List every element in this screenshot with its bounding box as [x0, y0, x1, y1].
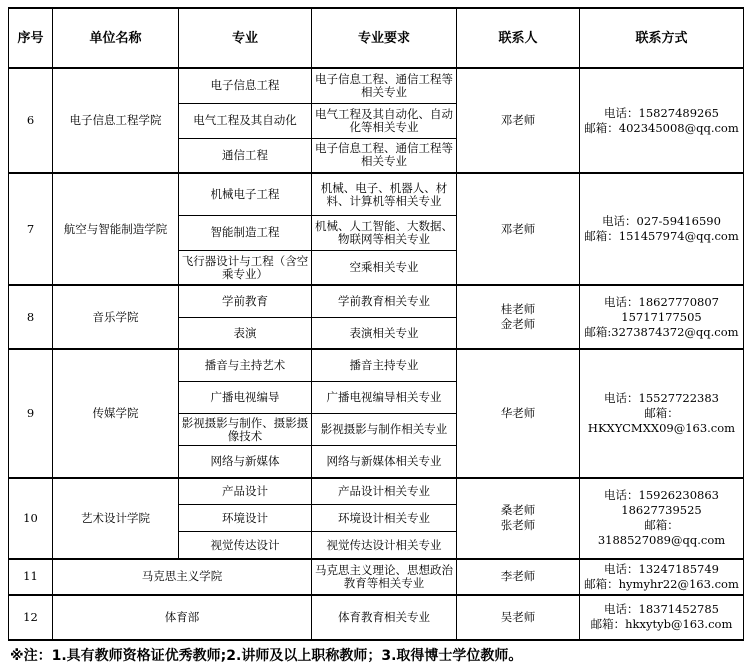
requirement-cell: 体育教育相关专业	[312, 595, 457, 640]
contact-info	[580, 68, 744, 173]
email-text: 邮箱：151457974@qq.com	[584, 229, 739, 244]
unit-name: 传媒学院	[53, 349, 179, 477]
requirement-cell: 网络与新媒体相关专业	[312, 446, 457, 478]
header-major: 专业	[179, 8, 312, 68]
requirement-cell: 学前教育相关专业	[312, 285, 457, 317]
phone-text: 电话：15527722383	[604, 391, 719, 406]
requirement-cell: 电子信息工程、通信工程等相关专业	[312, 138, 457, 173]
requirement-cell: 机械、人工智能、大数据、物联网等相关专业	[312, 215, 457, 250]
email-text: 邮箱：402345008@qq.com	[584, 120, 739, 135]
requirement-cell: 产品设计相关专业	[312, 478, 457, 505]
table-row	[9, 595, 744, 640]
unit-name: 体育部	[53, 595, 312, 640]
row-number: 7	[9, 173, 53, 285]
phone-text: 电话：18371452785	[604, 602, 719, 617]
unit-name: 艺术设计学院	[53, 478, 179, 559]
major-cell: 电气工程及其自动化	[179, 103, 312, 138]
email-text: 邮箱：hymyhr22@163.com	[584, 576, 739, 591]
requirement-cell: 影视摄影与制作相关专业	[312, 414, 457, 446]
major-cell: 播音与主持艺术	[179, 349, 312, 381]
requirement-cell: 环境设计相关专业	[312, 505, 457, 532]
contact-person	[457, 478, 580, 559]
requirement-cell: 播音主持专业	[312, 349, 457, 381]
unit-name: 音乐学院	[53, 285, 179, 349]
contact-person: 李老师	[457, 559, 580, 595]
phone-text: 电话：15827489265	[604, 105, 719, 120]
unit-name: 电子信息工程学院	[53, 68, 179, 173]
row-number: 10	[9, 478, 53, 559]
contact-info	[580, 595, 744, 640]
requirement-cell: 电子信息工程、通信工程等相关专业	[312, 68, 457, 103]
contact-info	[580, 285, 744, 349]
phone-text-2: 15717177505	[621, 309, 702, 324]
requirement-cell: 机械、电子、机器人、材料、计算机等相关专业	[312, 173, 457, 215]
contact-person-name: 金老师	[500, 317, 536, 332]
recruitment-table	[8, 7, 744, 641]
table-row	[9, 285, 744, 317]
phone-text: 电话：13247185749	[604, 561, 719, 576]
phone-text: 电话：027-59416590	[602, 214, 721, 229]
contact-person: 华老师	[457, 349, 580, 477]
major-cell: 表演	[179, 317, 312, 349]
row-number: 6	[9, 68, 53, 173]
contact-info	[580, 478, 744, 559]
header-row	[9, 8, 744, 68]
email-text: 邮箱：hkxytyb@163.com	[590, 617, 733, 632]
contact-person	[457, 285, 580, 349]
contact-info	[580, 559, 744, 595]
contact-info	[580, 349, 744, 477]
requirement-cell: 电气工程及其自动化、自动化等相关专业	[312, 103, 457, 138]
header-no: 序号	[9, 8, 53, 68]
unit-name: 马克思主义学院	[53, 559, 312, 595]
requirement-cell: 马克思主义理论、思想政治教育等相关专业	[312, 559, 457, 595]
row-number: 11	[9, 559, 53, 595]
row-number: 9	[9, 349, 53, 477]
requirement-cell: 空乘相关专业	[312, 250, 457, 285]
email-text: 邮箱:3273874372@qq.com	[584, 324, 739, 339]
unit-name: 航空与智能制造学院	[53, 173, 179, 285]
phone-text-2: 18627739525	[621, 503, 702, 518]
phone-text: 电话：18627770807	[604, 294, 719, 309]
table-row	[9, 173, 744, 215]
major-cell: 学前教育	[179, 285, 312, 317]
row-number: 8	[9, 285, 53, 349]
major-cell: 环境设计	[179, 505, 312, 532]
header-unit: 单位名称	[53, 8, 179, 68]
major-cell: 通信工程	[179, 138, 312, 173]
header-requirement: 专业要求	[312, 8, 457, 68]
contact-person-name: 张老师	[500, 518, 536, 533]
email-text: 邮箱：3188527089@qq.com	[597, 518, 726, 548]
major-cell: 广播电视编导	[179, 382, 312, 414]
contact-person: 邓老师	[457, 173, 580, 285]
table-row	[9, 349, 744, 381]
requirement-cell: 表演相关专业	[312, 317, 457, 349]
header-contact-info: 联系方式	[580, 8, 744, 68]
major-cell: 电子信息工程	[179, 68, 312, 103]
major-cell: 视觉传达设计	[179, 532, 312, 559]
email-text: 邮箱：HKXYCMXX09@163.com	[587, 406, 736, 436]
major-cell: 飞行器设计与工程（含空乘专业）	[179, 250, 312, 285]
contact-person: 邓老师	[457, 68, 580, 173]
contact-info	[580, 173, 744, 285]
header-contact-person: 联系人	[457, 8, 580, 68]
major-cell: 机械电子工程	[179, 173, 312, 215]
major-cell: 网络与新媒体	[179, 446, 312, 478]
contact-person: 吴老师	[457, 595, 580, 640]
major-cell: 智能制造工程	[179, 215, 312, 250]
phone-text: 电话：15926230863	[604, 488, 719, 503]
footnote: ※注：1.具有教师资格证优秀教师;2.讲师及以上职称教师；3.取得博士学位教师。	[10, 648, 523, 664]
major-cell: 产品设计	[179, 478, 312, 505]
table-row	[9, 478, 744, 505]
requirement-cell: 广播电视编导相关专业	[312, 382, 457, 414]
table-row	[9, 68, 744, 103]
contact-person-name: 桑老师	[500, 503, 536, 518]
contact-person-name: 桂老师	[500, 302, 536, 317]
major-cell: 影视摄影与制作、摄影摄像技术	[179, 414, 312, 446]
requirement-cell: 视觉传达设计相关专业	[312, 532, 457, 559]
table-row	[9, 559, 744, 595]
row-number: 12	[9, 595, 53, 640]
